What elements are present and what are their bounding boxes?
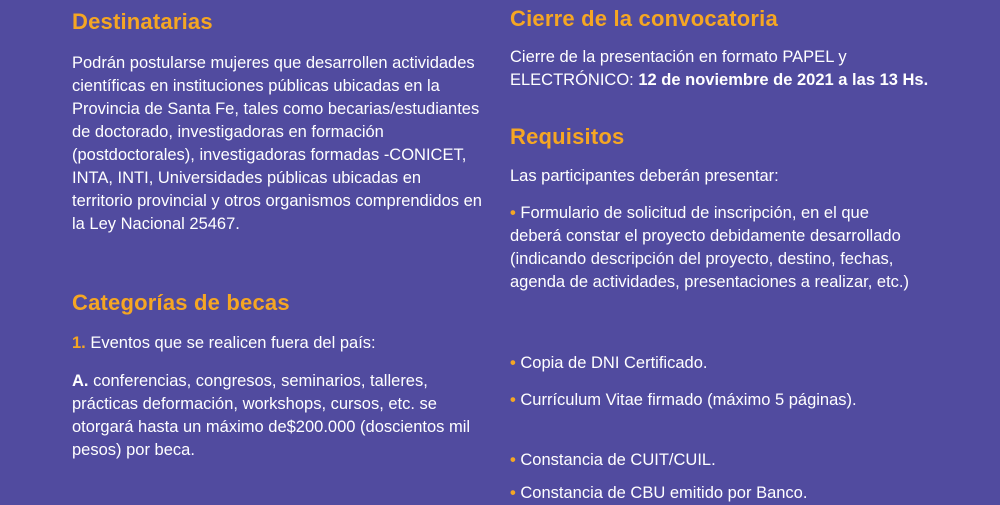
- categorias-heading: Categorías de becas: [72, 290, 290, 315]
- category-1-marker: 1.: [72, 334, 86, 352]
- cierre-label: Cierre de la presentación en formato PAPEL y ELECTRÓNICO:: [510, 48, 847, 89]
- category-1: [72, 332, 482, 355]
- bullet-icon: •: [510, 204, 516, 222]
- requirement-5-text: Constancia de CBU emitido por Banco.: [515, 484, 808, 502]
- bullet-icon: •: [510, 484, 516, 502]
- cierre-heading: Cierre de la convocatoria: [510, 6, 778, 31]
- category-a-text: conferencias, congresos, seminarios, talleres, prácticas deformación, workshops, cursos, etc. se otorgará hasta un máximo de$200.000 (doscientos mil pesos) por beca.: [72, 372, 471, 459]
- requirement-item: [510, 389, 890, 412]
- cierre-date: 12 de noviembre de 2021 a las 13 Hs.: [638, 71, 929, 89]
- requirement-1-text: Formulario de solicitud de inscripción, en el que deberá constar el proyecto debidamente desarrollado (indicando descripción del proyecto, destino, fechas, agenda de actividades, presentaciones a realizar, etc.): [510, 204, 909, 291]
- requirement-item: [510, 482, 930, 505]
- category-a: [72, 370, 482, 462]
- cierre-text: [510, 46, 930, 92]
- requirement-3-text: Currículum Vitae firmado (máximo 5 páginas).: [515, 391, 857, 409]
- requirement-item: [510, 449, 930, 472]
- requisitos-heading: Requisitos: [510, 124, 625, 149]
- requisitos-intro: Las participantes deberán presentar:: [510, 167, 779, 185]
- bullet-icon: •: [510, 451, 516, 469]
- requirement-4-text: Constancia de CUIT/CUIL.: [515, 451, 716, 469]
- requirement-item: [510, 202, 920, 294]
- category-a-marker: A.: [72, 372, 89, 390]
- requirement-2-text: Copia de DNI Certificado.: [515, 354, 708, 372]
- destinatarias-text: Podrán postularse mujeres que desarrollen actividades científicas en instituciones públicas ubicadas en la Provincia de Santa Fe, tales como becarias/estudiantes de doctorado, investigadoras en formación (postdoctorales), investigadoras formadas -CONICET, INTA, INTI, Universidades públicas ubicadas en territorio provincial y otros organismos comprendidos en la Ley Nacional 25467.: [72, 54, 482, 233]
- bullet-icon: •: [510, 391, 516, 409]
- category-1-text: Eventos que se realicen fuera del país:: [85, 334, 376, 352]
- destinatarias-heading: Destinatarias: [72, 9, 213, 34]
- bullet-icon: •: [510, 354, 516, 372]
- requirement-item: [510, 352, 930, 375]
